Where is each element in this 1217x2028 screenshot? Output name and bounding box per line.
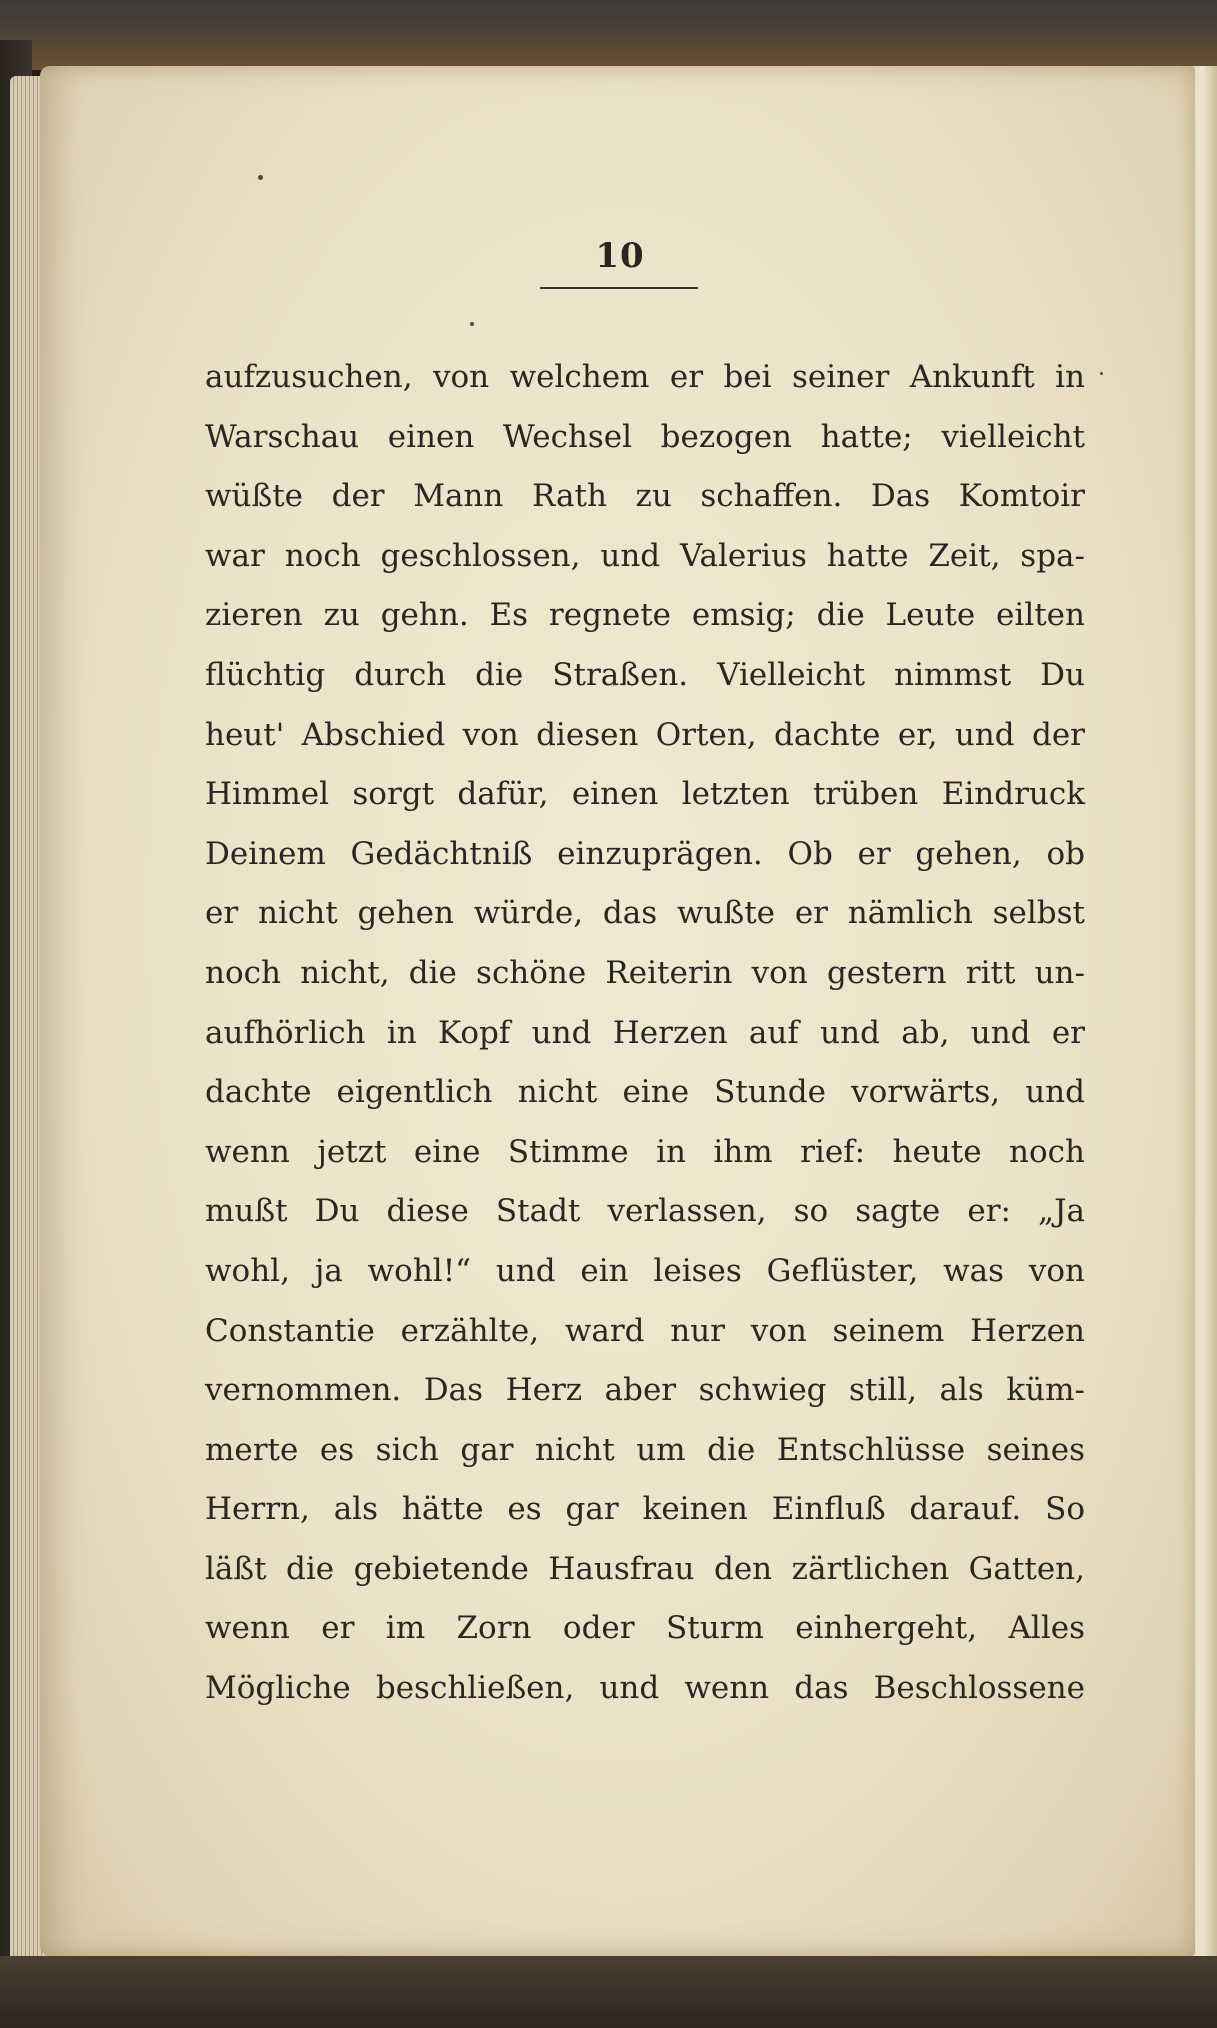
text-line: Deinem Gedächtniß einzuprägen. Ob er gehen, ob [205,835,1085,872]
text-line: heut' Abschied von diesen Orten, dachte er, und der [205,716,1085,753]
page-number: 10 [595,236,645,276]
book-cover-top [0,0,1217,70]
text-line: wüßte der Mann Rath zu schaffen. Das Komtoir [205,478,1085,515]
text-line: wenn jetzt eine Stimme in ihm rief: heute noch [205,1133,1085,1170]
text-line: aufhörlich in Kopf und Herzen auf und ab, und er [205,1014,1085,1051]
paper-speck [470,322,474,326]
text-line: flüchtig durch die Straßen. Vielleicht nimmst Du [205,656,1085,693]
text-line: war noch geschlossen, und Valerius hatte Zeit, spa- [205,537,1085,574]
page-number-rule [540,287,698,289]
text-line: Constantie erzählte, ward nur von seinem Herzen [205,1312,1085,1349]
text-line: Mögliche beschließen, und wenn das Beschlossene [205,1670,1085,1707]
paper-speck [1100,372,1103,375]
text-line: aufzusuchen, von welchem er bei seiner Ankunft in [205,359,1085,395]
text-line: Herrn, als hätte es gar keinen Einfluß darauf. So [205,1491,1085,1528]
text-line: mußt Du diese Stadt verlassen, so sagte er: „Ja [205,1193,1085,1230]
text-line: er nicht gehen würde, das wußte er nämlich selbst [205,895,1085,932]
text-line: zieren zu gehn. Es regnete emsig; die Leute eilten [205,597,1085,634]
book-cover-bottom [0,1956,1217,2028]
body-text [205,348,1085,1719]
text-line: Himmel sorgt dafür, einen letzten trüben Eindruck [205,776,1085,813]
text-line: dachte eigentlich nicht eine Stunde vorwärts, und [205,1074,1085,1111]
text-line: Warschau einen Wechsel bezogen hatte; vielleicht [205,418,1085,455]
text-line: merte es sich gar nicht um die Entschlüsse seines [205,1431,1085,1468]
text-line: vernommen. Das Herz aber schwieg still, als küm- [205,1372,1085,1409]
text-line: wenn er im Zorn oder Sturm einhergeht, Alles [205,1610,1085,1647]
paper-speck [258,175,263,180]
text-line: läßt die gebietende Hausfrau den zärtlichen Gatten, [205,1550,1085,1587]
text-line: wohl, ja wohl!“ und ein leises Geflüster, was von [205,1252,1085,1289]
text-line: noch nicht, die schöne Reiterin von gestern ritt un- [205,954,1085,991]
